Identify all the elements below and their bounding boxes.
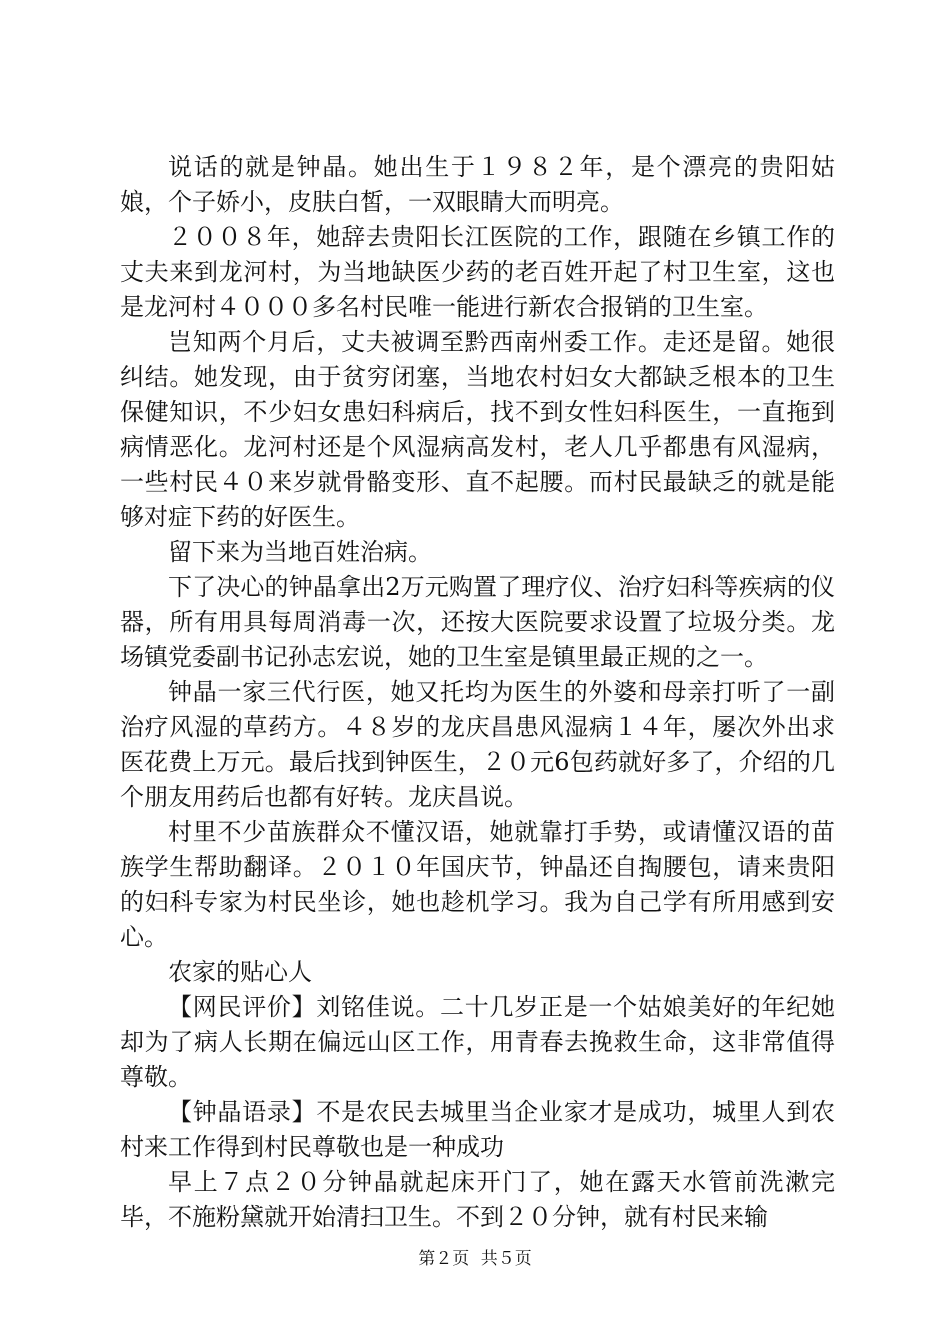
paragraph-5: 下了决心的钟晶拿出2万元购置了理疗仪、治疗妇科等疾病的仪器，所有用具每周消毒一次，还按大医院要求设置了垃圾分类。龙场镇党委副书记孙志宏说，她的卫生室是镇里最正规的之一。 — [120, 573, 835, 671]
paragraph-6: 钟晶一家三代行医，她又托均为医生的外婆和母亲打听了一副治疗风湿的草药方。４８岁的龙庆昌患风湿病１４年，屡次外出求医花费上万元。最后找到钟医生，２０元6包药就好多了，介绍的几个朋友用药后也都有好转。龙庆昌说。 — [120, 678, 835, 811]
section-heading: 农家的贴心人 — [168, 958, 312, 986]
paragraph-11: 早上７点２０分钟晶就起床开门了，她在露天水管前洗漱完毕，不施粉黛就开始清扫卫生。不到２０分钟，就有村民来输 — [120, 1168, 835, 1231]
paragraph-1: 说话的就是钟晶。她出生于１９８２年，是个漂亮的贵阳姑娘，个子娇小，皮肤白皙，一双眼睛大而明亮。 — [120, 153, 835, 216]
paragraph-3: 岂知两个月后，丈夫被调至黔西南州委工作。走还是留。她很纠结。她发现，由于贫穷闭塞，当地农村妇女大都缺乏根本的卫生保健知识，不少妇女患妇科病后，找不到女性妇科医生，一直拖到病情恶化。龙河村还是个风湿病高发村，老人几乎都患有风湿病，一些村民４０来岁就骨骼变形、直不起腰。而村民最缺乏的就是能够对症下药的好医生。 — [120, 328, 835, 531]
paragraph-netizen-comment: 【网民评价】刘铭佳说。二十几岁正是一个姑娘美好的年纪她却为了病人长期在偏远山区工作，用青春去挽救生命，这非常值得尊敬。 — [120, 993, 835, 1091]
page-total: 共５页 — [480, 1249, 532, 1269]
paragraph-quote: 【钟晶语录】不是农民去城里当企业家才是成功，城里人到农村来工作得到村民尊敬也是一种成功 — [120, 1098, 835, 1161]
paragraph-7: 村里不少苗族群众不懂汉语，她就靠打手势，或请懂汉语的苗族学生帮助翻译。２０１０年国庆节，钟晶还自掏腰包，请来贵阳的妇科专家为村民坐诊，她也趁机学习。我为自己学有所用感到安心。 — [120, 818, 835, 951]
paragraph-4: 留下来为当地百姓治病。 — [168, 538, 432, 566]
paragraph-2: ２００８年，她辞去贵阳长江医院的工作，跟随在乡镇工作的丈夫来到龙河村，为当地缺医少药的老百姓开起了村卫生室，这也是龙河村４０００多名村民唯一能进行新农合报销的卫生室。 — [120, 223, 835, 321]
document-body — [120, 150, 835, 1235]
page-number: 第２页 — [418, 1249, 470, 1269]
page-footer — [0, 1244, 950, 1269]
